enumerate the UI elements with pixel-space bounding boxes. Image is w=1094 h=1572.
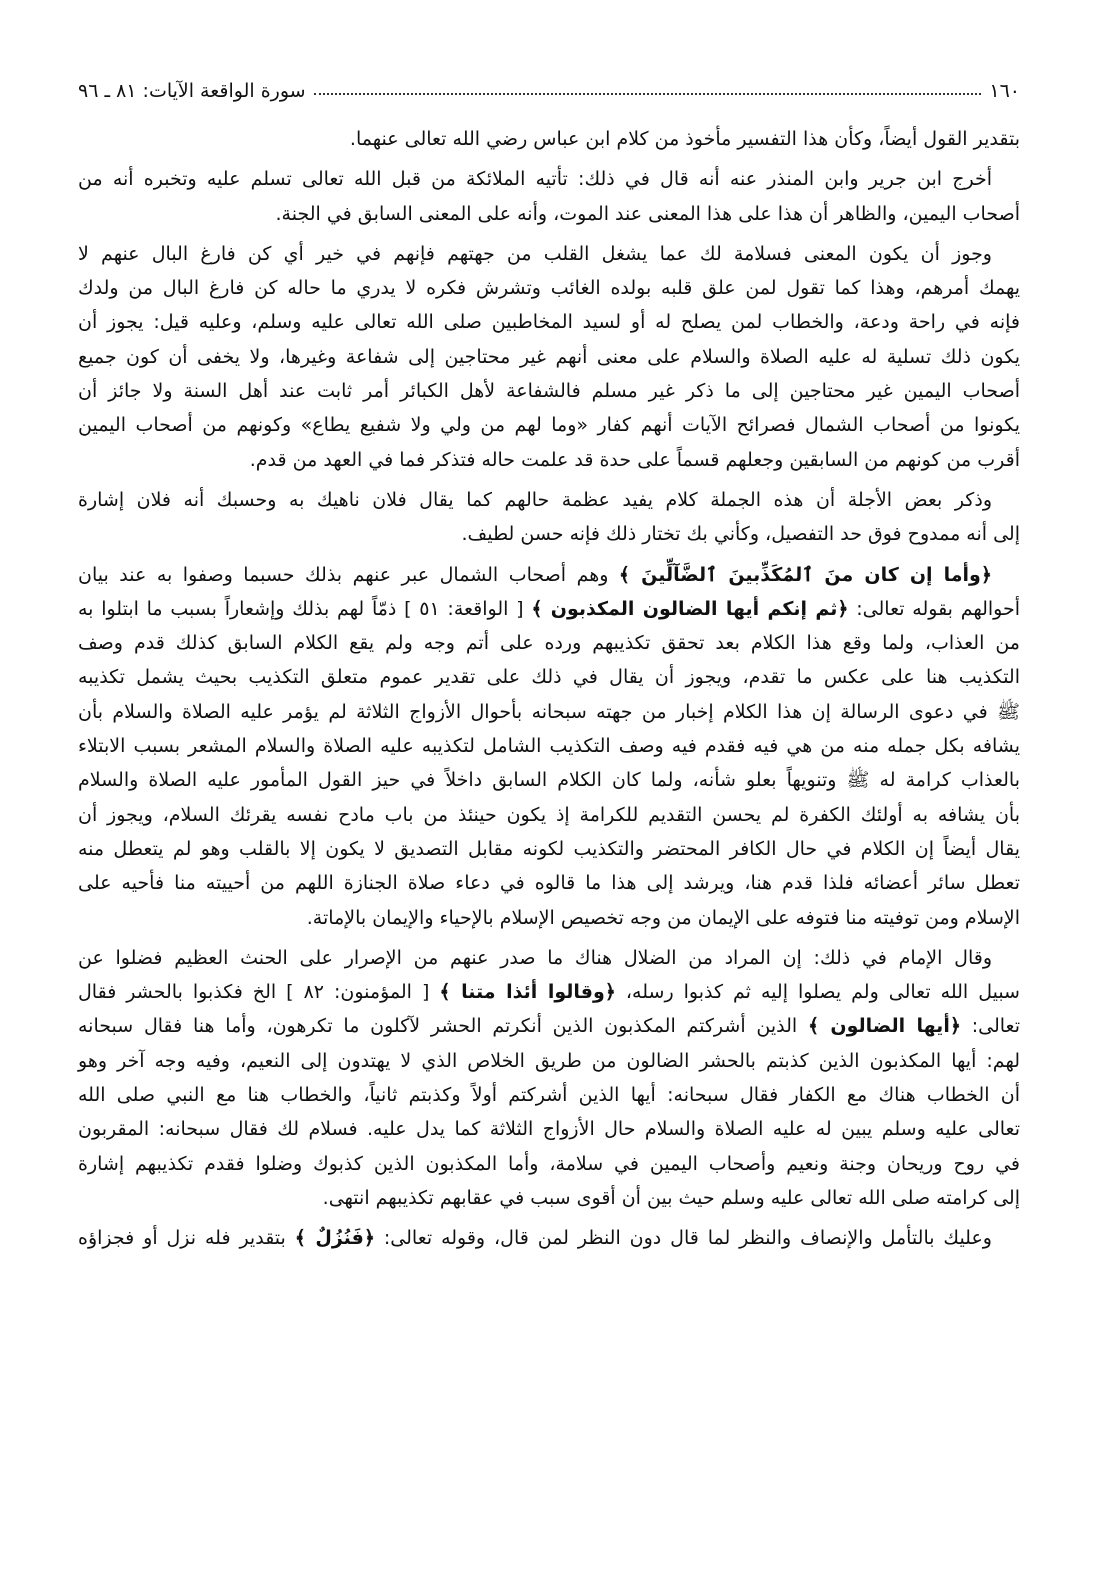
text-segment: التكذيب هنا على عكس ما تقدم، ويجوز أن يقال في ذلك على تقدير عموم متعلق التكذيب بحيث يشمل تكذيبه [78,666,1020,689]
text-line [78,1181,1020,1215]
text-segment: بتقدير فله نزل أو فجزاؤه [78,1227,295,1250]
running-title: سورة الواقعة الآيات: ٨١ ـ ٩٦ [78,80,306,102]
quran-quote: ﴿ثم إنكم أيها الضالون المكذبون ﴾ [531,597,849,620]
text-line [78,798,1020,832]
quran-quote: ﴿وقالوا أئذا متنا ﴾ [439,981,616,1004]
text-segment: أن الخطاب هناك مع الكفار فقال سبحانه: أيها الذين أشركتم أولاً وكذبتم ثانياً، والخطاب هنا مع النبي صلى الله [78,1084,1020,1107]
text-segment: وذكر بعض الأجلة أن هذه الجملة كلام يفيد عظمة حالهم كما يقال فلان ناهيك به وحسبك أنه فلان إشارة [78,488,992,511]
text-segment: [ الواقعة: ٥١ ] ذمّاً لهم بذلك وإشعاراً بسبب ما ابتلوا به [78,597,532,620]
text-segment: تعالى عليه وسلم يبين له عليه الصلاة والسلام حال الأزواج الثلاثة كما يدل عليه. فسلام لك فقال سبحانه: المقربون [78,1118,1020,1141]
text-line [78,866,1020,900]
text-line [78,517,1020,551]
text-segment: أخرج ابن جرير وابن المنذر عنه أنه قال في ذلك: تأتيه الملائكة من قبل الله تعالى تسلم عليه وتخبره أنه من [78,168,992,191]
text-line [78,1078,1020,1112]
text-segment: وجوز أن يكون المعنى فسلامة لك عما يشغل القلب من جهتهم فإنهم في خير أي كن فارغ البال عنهم لا [78,242,992,265]
text-segment: أحوالهم بقوله تعالى: [848,597,1021,620]
paragraph [78,941,1020,1215]
page-number: ١٦٠ [989,80,1020,102]
paragraph [78,162,1020,231]
text-segment: ﷺ في دعوى الرسالة إن هذا الكلام إخبار من جهته سبحانه بأحوال الأزواج الثلاثة لم يؤمر عليه الصلاة والسلام بأن [78,700,1020,723]
text-segment: وهم أصحاب الشمال عبر عنهم بذلك حسبما وصفوا به عند بيان [78,563,619,586]
text-segment: أقرب من كونهم من السابقين وجعلهم قسماً على حدة قد علمت حاله فتذكر فما في العهد من قدم. [249,448,1020,471]
text-line [78,1147,1020,1181]
quran-quote: ﴿فَنُزُلٌ ﴾ [294,1227,375,1250]
text-segment: بتقدير القول أيضاً، وكأن هذا التفسير مأخوذ من كلام ابن عباس رضي الله تعالى عنهما. [349,128,1020,150]
text-line [78,626,1020,660]
quran-quote: ﴿وأما إن كان منَ ٱلمُكَذِّبينَ ٱلضَّآلِّينَ ﴾ [618,563,993,586]
text-line [78,941,1020,975]
text-segment: يقال أيضاً إن الكلام في حال الكافر المحتضر والتكذيب لكونه مقابل التصديق لا يكون إلا بالقلب وهو لم يتعطل منه [78,837,1020,860]
text-line [78,1221,1020,1255]
text-line [78,271,1020,305]
text-line [78,901,1020,935]
text-segment: لهم: أيها المكذبون الذين كذبتم بالحشر الضالون من طريق الخلاص الذي لا يهتدون إلى النعيم، وفيه وجه آخر وهو [78,1049,1020,1072]
text-line [78,660,1020,694]
text-segment: الإسلام ومن توفيته منا فتوفه على الإيمان من وجه تخصيص الإسلام بالإحياء والإيمان بالإماتة. [306,906,1020,929]
text-segment: أصحاب اليمين، والظاهر أن هذا على هذا المعنى عند الموت، وأنه على المعنى السابق في الجنة. [275,202,1020,225]
text-segment: سبيل الله تعالى ولم يصلوا إليه ثم كذبوا رسله، [615,981,1020,1004]
text-segment: وقال الإمام في ذلك: إن المراد من الضلال هناك ما صدر عنهم من الإصرار على الحنث العظيم فضلوا عن [78,946,992,969]
paragraph [78,1221,1020,1255]
text-segment: إلى أنه ممدوح فوق حد التفصيل، وكأني بك تختار ذلك فإنه حسن لطيف. [461,523,1020,546]
text-line [78,729,1020,763]
text-line [78,374,1020,408]
paragraph [78,483,1020,552]
text-line [78,1112,1020,1146]
text-line [78,1044,1020,1078]
quran-quote: ﴿أيها الضالون ﴾ [807,1015,961,1038]
text-line [78,558,1020,592]
text-line [78,763,1020,797]
page-body [78,122,1020,1262]
text-segment: وعليك بالتأمل والإنصاف والنظر لما قال دون النظر لمن قال، وقوله تعالى: [374,1227,992,1250]
text-segment: الذين أشركتم المكذبون الذين أنكرتم الحشر لآكلون ما تكرهون، وأما هنا فقال سبحانه [78,1015,808,1038]
header-dot-leader [314,93,982,95]
text-segment: في روح وريحان وجنة ونعيم وأصحاب اليمين في سلامة، وأما المكذبون الذين كذبوك وضلوا فقدم تكذيبهم إشارة [78,1152,1020,1175]
text-line [78,592,1020,626]
text-segment: تعطل سائر أعضائه فلذا قدم هنا، ويرشد إلى هذا ما قالوه في دعاء صلاة الجنازة اللهم من أحييته منا فأحيه على [78,872,1020,895]
text-segment: يكونوا من أصحاب الشمال فصرائح الآيات أنهم كفار «وما لهم من ولي ولا شفيع يطاع» وكونهم من أصحاب اليمين [78,414,1020,437]
text-segment: يهمك أمرهم، وهذا كما تقول لمن علق قلبه بولده الغائب وتشرش فكره لا يدري ما حاله كن فارغ البال من ولدك [78,277,1020,300]
text-segment: إلى كرامته صلى الله تعالى عليه وسلم حيث بين أن أقوى سبب في عقابهم تكذيبهم انتهى. [322,1186,1020,1209]
text-segment: [ المؤمنون: ٨٢ ] الخ فكذبوا بالحشر فقال [78,981,440,1004]
text-segment: يشافه بكل جمله منه من هي فيه فقدم فيه وصف التكذيب الشامل لتكذيبه عليه الصلاة والسلام المشعر بسبب الابتلاء [78,735,1020,758]
text-segment: يكون ذلك تسلية له عليه الصلاة والسلام على معنى أنهم غير محتاجين إلى شفاعة وغيرها، ولا يخفى أن كون جميع [78,345,1020,368]
text-line [78,237,1020,271]
text-line [78,832,1020,866]
text-line [78,443,1020,477]
page-header [78,70,1020,102]
text-line [78,408,1020,442]
text-segment: بالعذاب كرامة له ﷺ وتنويهاً بعلو شأنه، ولما كان الكلام السابق داخلاً في حيز القول المأمور عليه الصلاة والسلام [78,769,1020,792]
text-line [78,162,1020,196]
text-segment: من العذاب، ولما وقع هذا الكلام بعد تحقق تكذيبهم ورده على أتم وجه ولم يقع الكلام السابق كذلك قدم وصف [78,632,1020,655]
text-segment: بأن يشافه به أولئك الكفرة لم يحسن التقديم للكرامة إذ يكون حينئذ من باب مادح نفسه يقرئك السلام، ويجوز أن [78,803,1020,826]
text-line [78,695,1020,729]
text-line [78,1009,1020,1043]
text-segment: تعالى: [960,1015,1020,1038]
paragraph [78,237,1020,477]
text-line [78,122,1020,156]
text-line [78,197,1020,231]
text-line [78,975,1020,1009]
text-segment: فإنه في راحة ودعة، والخطاب لمن يصلح له أو لسيد المخاطبين صلى الله تعالى عليه وسلم، وعليه قيل: يجوز أن [78,311,1020,334]
text-segment: أصحاب اليمين غير محتاجين إلى ما ذكر غير مسلم فالشفاعة لأهل الكبائر أمر ثابت عند أهل السنة ولا جائز أن [78,380,1020,403]
paragraph [78,122,1020,156]
text-line [78,483,1020,517]
text-line [78,305,1020,339]
text-line [78,340,1020,374]
paragraph [78,558,1020,935]
